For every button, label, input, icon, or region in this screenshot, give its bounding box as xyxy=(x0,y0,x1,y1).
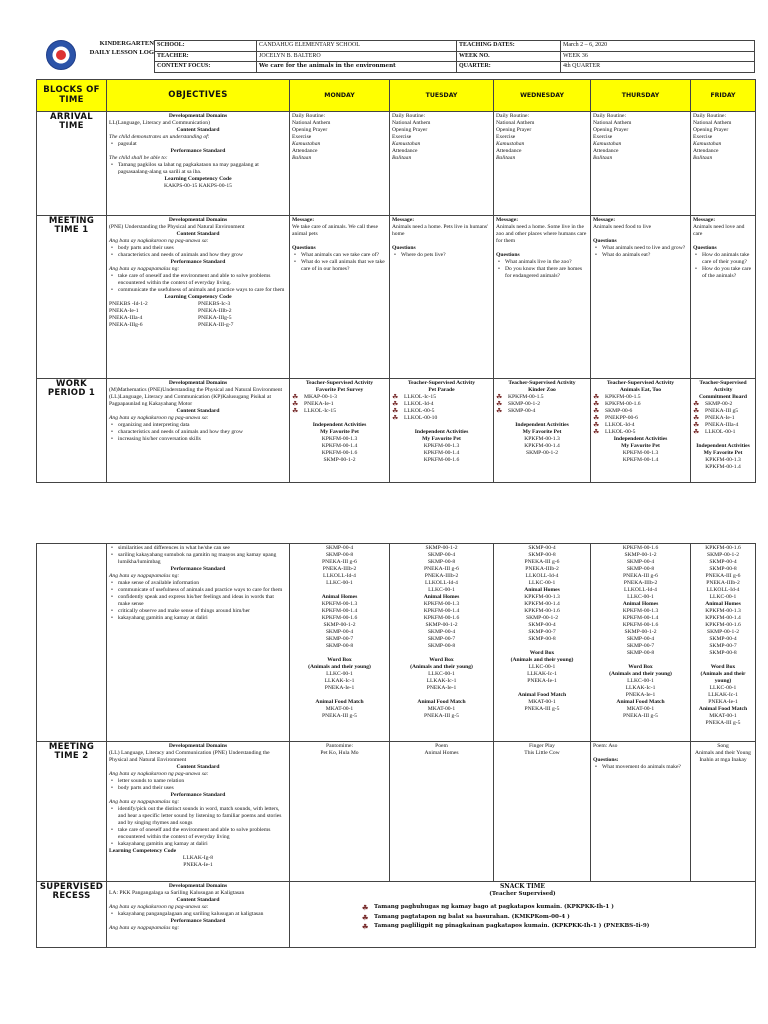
content-standard-label: Content Standard xyxy=(176,407,220,414)
thursday-header: THURSDAY xyxy=(591,80,691,112)
monday-meeting1: Message: We take care of animals. We call these animal pets Questions • What animals can we take care of? • What do we call animals that we take care of in our homes? xyxy=(290,216,390,379)
performance-standard-text: Ang bata ay nagpapamalas ng: xyxy=(109,265,180,272)
monday-work1: Teacher-Supervised Activity Favorite Pet Survey ☘ MKAP-00-1-3 ☘ PNEKA-Ie-1 ☘ LLKOL-Ic-15 Independent Activities My Favorite Pet KPKFM-00-1.3 KPKFM-00-1.4 KPKFM-00-1.6 SKMP-00-1-2 xyxy=(290,379,390,483)
teacher-value: JOCELYN B. BALTERO xyxy=(257,51,457,62)
dev-domains-label: Developmental Domains xyxy=(168,113,228,119)
performance-standard-text: The child shall be able to: xyxy=(109,154,168,161)
friday-routine: Daily Routine: National Anthem Opening Prayer Exercise Kamustahan Attendance Balitaan xyxy=(691,112,756,216)
meeting1-objectives xyxy=(107,216,290,379)
recess-objectives: Developmental Domains LA: PKK Pangangalaga sa Sariling Kalusugan at Kaligtasan Content Standard Ang bata ay nagkakaroon ng pag-unawa sa: • kakayahang pangangalagaan ang sariling kalusugan at kaligtasan Performance Standard Ang bata ay nagpapamalas ng: xyxy=(107,882,290,948)
tuesday-meeting1: Message: Animals need a home. Pets live in humans' home Questions • Where do pets live? xyxy=(390,216,494,379)
list-item: • body parts and their uses xyxy=(109,245,287,252)
competency-codes: PNEKBS -Id-1-2 PNEKBS-Ic-3 PNEKA-Ie-1 PNEKA-IIIb-2 PNEKA-IIIa-4 PNEKA-IIIg-5 PNEKA-IIIg-6 PNEKA-III-g-7 xyxy=(109,300,234,328)
list-item: ☘ Tamang pagtatapon ng balat sa basurahan. (KMKPKom-00-4 ) xyxy=(362,913,753,923)
tuesday-header: TUESDAY xyxy=(390,80,494,112)
competency-codes: KAKPS-00-15 KAKPS-00-15 xyxy=(164,182,232,189)
work1-objectives: Developmental Domains (M)Mathematics (PNE)Understanding the Physical and Natural Environment (LL)Language, Literacy and Communication (KP)Kalusugang Pisikal at Pagpapaunlad ng Kakayahang Motor Content Standard Ang bata ay nagkakaroon ng pag-unawa sa: • organizing and interpreting data • characteristics and needs of animals and how they grow • increasing his/her conversation skills xyxy=(107,379,290,483)
objectives-header: OBJECTIVES xyxy=(107,80,290,112)
content-standard-text: Ang bata ay nagkakaroon ng pag-unawa sa: xyxy=(109,237,209,244)
dev-domains-label: Developmental Domains xyxy=(168,217,228,223)
list-item: ☘ Tamang pagliligpit ng pinagkainan pagkatapos kumain. (KPKPKK-Ih-1 ) (PNEKBS-Ii-9) xyxy=(362,922,753,932)
teacher-label: TEACHER: xyxy=(155,51,257,62)
meeting1-block: MEETING TIME 1 xyxy=(37,216,107,379)
monday-header: MONDAY xyxy=(290,80,390,112)
arrival-block: ARRIVAL TIME xyxy=(37,112,107,216)
thursday-meeting2: Poem: Aso Questions: • What movement do animals make? xyxy=(591,742,691,882)
wednesday-work1: Teacher-Supervised Activity Kinder Zoo ☘ KPKFM-00-1.5 ☘ SKMP-00-1-2 ☘ SKMP-00-4 Independent Activities My Favorite Pet KPKFM-00-1.3 KPKFM-00-1.4 SKMP-00-1-2 xyxy=(494,379,591,483)
focus-value: We care for the animals in the environment xyxy=(257,62,457,73)
dev-domains-text: (M)Mathematics (PNE)Understanding the Physical and Natural Environment (LL)Language, Literacy and Communication (KP)Kalusugang Pisikal at Pagpapaunlad ng Kakayahang Motor xyxy=(109,386,283,407)
quarter-label: QUARTER: xyxy=(457,62,561,73)
meeting2-row xyxy=(37,742,756,882)
dev-domains-text: LL(Language, Literacy and Communication) xyxy=(109,119,210,126)
arrival-objectives xyxy=(107,112,290,216)
lesson-table-page1 xyxy=(36,79,756,483)
arrival-row xyxy=(37,112,756,216)
tuesday-work1: Teacher-Supervised Activity Pet Parade ☘ LLKOL-Ic-15 ☘ LLKOL-Id-4 ☘ LLKOL-00-5 ☘ LLKOL-00-10 Independent Activities My Favorite Pet KPKFM-00-1.3 KPKFM-00-1.4 KPKFM-00-1.6 xyxy=(390,379,494,483)
deped-logo xyxy=(46,40,76,70)
dll-label: DAILY LESSON LOG xyxy=(89,48,154,56)
lesson-table-page2 xyxy=(36,543,756,948)
monday-routine: Daily Routine: National Anthem Opening Prayer Exercise Kamustahan Attendance Balitaan xyxy=(290,112,390,216)
content-standard-text: The child demonstrates an understanding of: xyxy=(109,133,210,140)
monday-meeting2: Pantomime: Pet Ko, Hula Mo xyxy=(290,742,390,882)
list-item: • Tamang pagkilos sa lahat ng pagkakataon na may paggalang at pagsasaalang-alang sa sarili at sa iba. xyxy=(109,162,287,176)
wednesday-work1-continued: SKMP-00-4 SKMP-00-8 PNEKA-III g-6 PNEKA-IIIb-2 LLKOLL-Id-4 LLKC-00-1 Animal Homes KPKFM-00-1.3 KPKFM-00-1.4 KPKFM-00-1.6 SKMP-00-1-2 SKMP-00-4 SKMP-00-7 SKMP-00-8 Word Box (Animals and their young) LLKC-00-1 LLKAK-Ic-1 PNEKA-Ie-1 Animal Food Match MKAT-00-1 PNEKA-III g-5 xyxy=(494,544,591,742)
recess-row xyxy=(37,882,756,948)
performance-standard-label: Performance Standard xyxy=(170,147,226,154)
friday-work1-continued: KPKFM-00-1.6 SKMP-00-1-2 SKMP-00-4 SKMP-00-8 PNEKA-III g-6 PNEKA-IIIb-2 LLKOLL-Id-4 LLKC-00-1 Animal Homes KPKFM-00-1.3 KPKFM-00-1.4 KPKFM-00-1.6 SKMP-00-1-2 SKMP-00-4 SKMP-00-7 SKMP-00-8 Word Box (Animals and their young) LLKC-00-1 LLKAK-Ic-1 PNEKA-Ie-1 Animal Food Match MKAT-00-1 PNEKA-III g-5 xyxy=(691,544,756,742)
meeting1-row xyxy=(37,216,756,379)
recess-block: SUPERVISED RECESS xyxy=(37,882,107,948)
empty-block xyxy=(37,544,107,742)
work1-objectives-continued: • similarities and differences in what he/she can see • sariling kakayahang sumubok na gamitin ng maayos ang kamay upang lumikha/lumimbag Performance Standard Ang bata ay nagpapamalas ng: • make sense of available information • communicate of usefulness of animals and practice ways to care for them • confidently speak and express his/her feelings and ideas in words that make sense • critically observe and make sense of things around him/her • kakayahang gamitin ang kamay at daliri xyxy=(107,544,290,742)
week-value: WEEK 36 xyxy=(561,51,755,62)
wednesday-routine: Daily Routine: National Anthem Opening Prayer Exercise Kamustahan Attendance Balitaan xyxy=(494,112,591,216)
competency-code-label: Learning Competency Code xyxy=(164,293,232,300)
tuesday-work1-continued: SKMP-00-1-2 SKMP-00-4 SKMP-00-8 PNEKA-III g-6 PNEKA-IIIb-2 LLKOLL-Id-4 LLKC-00-1 Animal Homes KPKFM-00-1.3 KPKFM-00-1.4 KPKFM-00-1.6 SKMP-00-1-2 SKMP-00-4 SKMP-00-7 SKMP-00-8 Word Box (Animals and their young) LLKC-00-1 LLKAK-Ic-1 PNEKA-Ie-1 Animal Food Match MKAT-00-1 PNEKA-III g-5 xyxy=(390,544,494,742)
thursday-routine: Daily Routine: National Anthem Opening Prayer Exercise Kamustahan Attendance Balitaan xyxy=(591,112,691,216)
tuesday-routine: Daily Routine: National Anthem Opening Prayer Exercise Kamustahan Attendance Balitaan xyxy=(390,112,494,216)
kindergarten-label: KINDERGARTEN xyxy=(99,40,154,47)
dates-label: TEACHING DATES: xyxy=(457,41,561,52)
dates-value: March 2 – 6, 2020 xyxy=(561,41,755,52)
friday-meeting2: Song Animals and their Young Inahin at mga Inakay xyxy=(691,742,756,882)
blocks-header: BLOCKS OF TIME xyxy=(37,80,107,112)
list-item: • take care of oneself and the environment and able to solve problems encountered within the context of everyday living. xyxy=(109,273,287,287)
work1-block: WORK PERIOD 1 xyxy=(37,379,107,483)
school-value: CANDAHUG ELEMENTARY SCHOOL xyxy=(257,41,457,52)
column-header-row xyxy=(37,80,756,112)
list-item: ☘ Tamang paghuhugas ng kamay bago at pagkatapos kumain. (KPKPKK-Ih-1 ) xyxy=(362,903,753,913)
list-item: • pagsulat xyxy=(109,141,287,148)
work1-continued-row xyxy=(37,544,756,742)
focus-label: CONTENT FOCUS: xyxy=(155,62,257,73)
thursday-meeting1: Message: Animals need food to live Questions • What animals need to live and grow? • What do animals eat? xyxy=(591,216,691,379)
quarter-value: 4th QUARTER xyxy=(561,62,755,73)
dev-domains-label: Developmental Domains xyxy=(168,380,228,386)
friday-meeting1: Message: Animals need love and care Questions • How do animals take care of their young? • How do you take care of the animals? xyxy=(691,216,756,379)
header-table xyxy=(154,40,755,73)
school-label: SCHOOL: xyxy=(155,41,257,52)
meeting2-objectives: Developmental Domains (LL) Language, Literacy and Communication (PNE) Understanding the Physical and Natural Environment Content Standard Ang bata ay nagkakaroon ng pag-unawa sa: • letter sounds to name relation • body parts and their uses Performance Standard Ang bata ay nagpapamalas ng: • identify/pick out the distinct sounds in word, match sounds, with letters, and hear a specific letter sound by listening to familiar poems and stories and by singing rhymes and songs • take care of oneself and the environment and able to solve problems encountered within the context of everyday living • kakayahang gamitin ang kamay at daliri Learning Competency Code LLKAK-Ig-8 PNEKA-Ie-1 xyxy=(107,742,290,882)
thursday-work1-continued: KPKFM-00-1.6 SKMP-00-1-2 SKMP-00-4 SKMP-00-8 PNEKA-III g-6 PNEKA-IIIb-2 LLKOLL-Id-4 LLKC-00-1 Animal Homes KPKFM-00-1.3 KPKFM-00-1.4 KPKFM-00-1.6 SKMP-00-1-2 SKMP-00-4 SKMP-00-7 SKMP-00-8 Word Box (Animals and their young) LLKC-00-1 LLKAK-Ic-1 PNEKA-Ie-1 Animal Food Match MKAT-00-1 PNEKA-III g-5 xyxy=(591,544,691,742)
wednesday-meeting1: Message: Animals need a home. Some live in the zoo and other places where humans care for them Questions • What animals live in the zoo? • Do you know that there are homes for endangered animals? xyxy=(494,216,591,379)
meeting2-block: MEETING TIME 2 xyxy=(37,742,107,882)
friday-header: FRIDAY xyxy=(691,80,756,112)
thursday-work1: Teacher-Supervised Activity Animals Eat, Too ☘ KPKFM-00-1.5 ☘ KPKFM-00-1.6 ☘ SKMP-00-6 ☘ PNEKPP-00-6 ☘ LLKOL-Id-4 ☘ LLKOL-00-5 Independent Activities My Favorite Pet KPKFM-00-1.3 KPKFM-00-1.4 xyxy=(591,379,691,483)
week-label: WEEK NO. xyxy=(457,51,561,62)
friday-work1: Teacher-Supervised Activity Commitment Board ☘ SKMP-00-2 ☘ PNEKA-III g5 ☘ PNEKA-Ie-1 ☘ PNEKA-IIIa-4 ☘ LLKOL-00-1 Independent Activities My Favorite Pet KPKFM-00-1.3 KPKFM-00-1.4 xyxy=(691,379,756,483)
dev-domains-text: (PNE) Understanding the Physical and Natural Environment xyxy=(109,223,245,230)
performance-standard-label: Performance Standard xyxy=(170,258,226,265)
competency-code-label: Learning Competency Code xyxy=(164,175,232,182)
list-item: • communicate the usefulness of animals and practice ways to care for them xyxy=(109,287,287,294)
monday-work1-continued: SKMP-00-4 SKMP-00-8 PNEKA-III g-6 PNEKA-IIIb-2 LLKOLL-Id-4 LLKC-00-1 Animal Homes KPKFM-00-1.3 KPKFM-00-1.4 KPKFM-00-1.6 SKMP-00-1-2 SKMP-00-4 SKMP-00-7 SKMP-00-8 Word Box (Animals and their young) LLKC-00-1 LLKAK-Ic-1 PNEKA-Ie-1 Animal Food Match MKAT-00-1 PNEKA-III g-5 xyxy=(290,544,390,742)
snack-subtitle: (Teacher Supervised) xyxy=(489,890,556,897)
content-standard-label: Content Standard xyxy=(176,230,220,237)
content-standard-label: Content Standard xyxy=(176,126,220,133)
snack-time-cell xyxy=(290,882,756,948)
wednesday-header: WEDNESDAY xyxy=(494,80,591,112)
work1-row xyxy=(37,379,756,483)
wednesday-meeting2: Finger Play This Little Cow xyxy=(494,742,591,882)
tuesday-meeting2: Poem Animal Homes xyxy=(390,742,494,882)
list-item: • characteristics and needs of animals and how they grow xyxy=(109,252,287,259)
snack-title: SNACK TIME xyxy=(499,883,546,890)
header-title xyxy=(84,40,154,57)
content-standard-text: Ang bata ay nagkakaroon ng pag-unawa sa: xyxy=(109,414,209,421)
